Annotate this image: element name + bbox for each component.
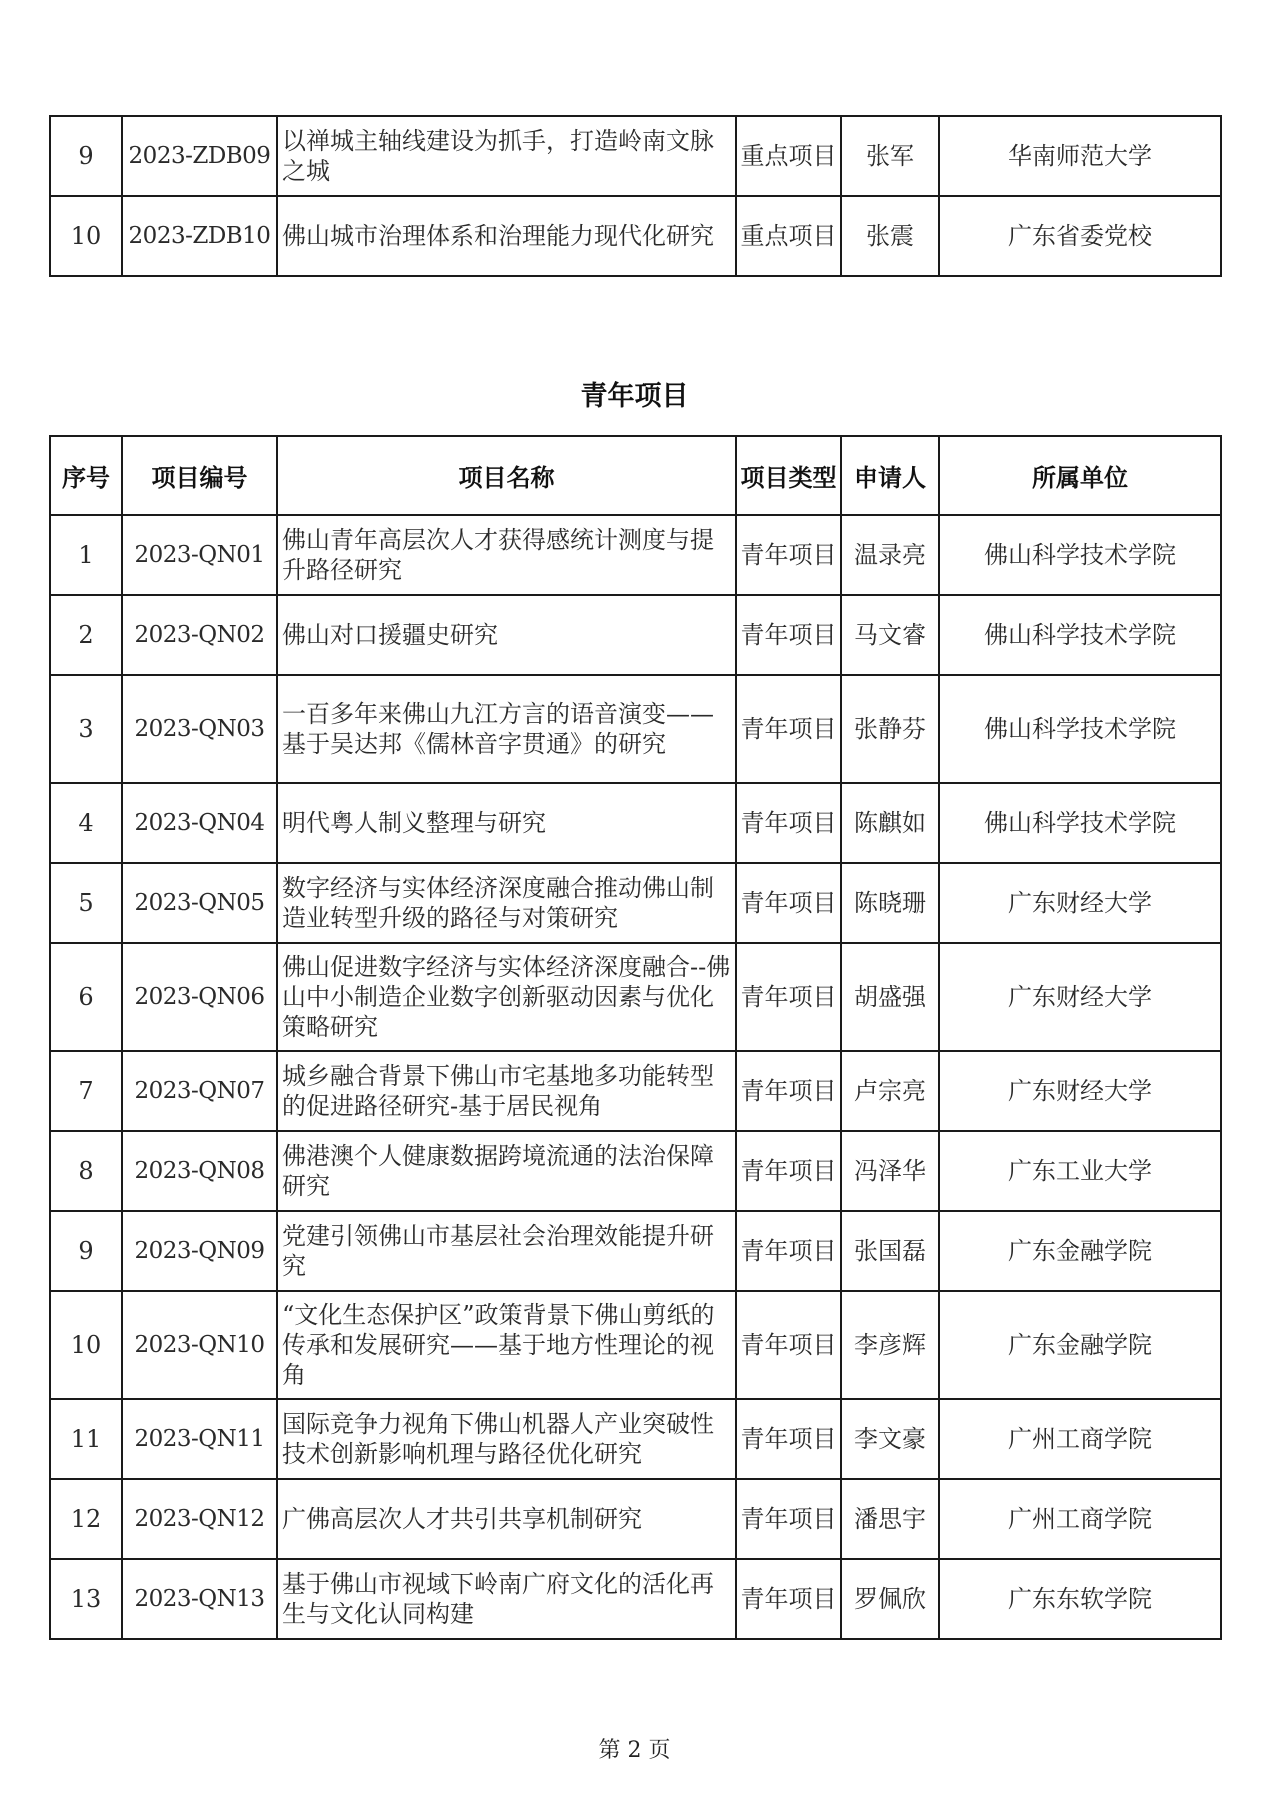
table-row xyxy=(50,863,1221,943)
affiliation: 广东金融学院 xyxy=(939,1291,1221,1399)
project-name: 国际竞争力视角下佛山机器人产业突破性技术创新影响机理与路径优化研究 xyxy=(277,1399,736,1479)
applicant: 罗佩欣 xyxy=(841,1559,939,1639)
row-number: 4 xyxy=(50,783,122,863)
project-name: 佛港澳个人健康数据跨境流通的法治保障研究 xyxy=(277,1131,736,1211)
project-type: 青年项目 xyxy=(736,1559,841,1639)
row-number: 7 xyxy=(50,1051,122,1131)
applicant: 张国磊 xyxy=(841,1211,939,1291)
project-type: 重点项目 xyxy=(736,116,841,196)
youth-projects-table xyxy=(49,435,1222,1640)
table-row xyxy=(50,1399,1221,1479)
row-number: 11 xyxy=(50,1399,122,1479)
project-name: 以禅城主轴线建设为抓手，打造岭南文脉之城 xyxy=(277,116,736,196)
affiliation: 广州工商学院 xyxy=(939,1399,1221,1479)
project-name: 基于佛山市视域下岭南广府文化的活化再生与文化认同构建 xyxy=(277,1559,736,1639)
project-code: 2023-QN05 xyxy=(122,863,277,943)
project-type: 青年项目 xyxy=(736,515,841,595)
affiliation: 广东工业大学 xyxy=(939,1131,1221,1211)
project-code: 2023-QN04 xyxy=(122,783,277,863)
affiliation: 广东金融学院 xyxy=(939,1211,1221,1291)
project-name: 广佛高层次人才共引共享机制研究 xyxy=(277,1479,736,1559)
project-code: 2023-QN13 xyxy=(122,1559,277,1639)
project-name: 数字经济与实体经济深度融合推动佛山制造业转型升级的路径与对策研究 xyxy=(277,863,736,943)
project-name: 城乡融合背景下佛山市宅基地多功能转型的促进路径研究-基于居民视角 xyxy=(277,1051,736,1131)
page-number: 第 2 页 xyxy=(598,1738,671,1763)
applicant: 李彦辉 xyxy=(841,1291,939,1399)
project-code: 2023-QN11 xyxy=(122,1399,277,1479)
affiliation: 广东省委党校 xyxy=(939,196,1221,276)
affiliation: 华南师范大学 xyxy=(939,116,1221,196)
affiliation: 广东财经大学 xyxy=(939,863,1221,943)
table-row xyxy=(50,1131,1221,1211)
affiliation: 佛山科学技术学院 xyxy=(939,515,1221,595)
header-applicant: 申请人 xyxy=(841,436,939,515)
table-row xyxy=(50,196,1221,276)
project-type: 青年项目 xyxy=(736,1211,841,1291)
affiliation: 广东财经大学 xyxy=(939,943,1221,1051)
project-name: 党建引领佛山市基层社会治理效能提升研究 xyxy=(277,1211,736,1291)
header-type: 项目类型 xyxy=(736,436,841,515)
table-row xyxy=(50,675,1221,783)
applicant: 卢宗亮 xyxy=(841,1051,939,1131)
table-row xyxy=(50,1051,1221,1131)
row-number: 9 xyxy=(50,1211,122,1291)
project-name: 明代粤人制义整理与研究 xyxy=(277,783,736,863)
affiliation: 佛山科学技术学院 xyxy=(939,783,1221,863)
project-type: 青年项目 xyxy=(736,595,841,675)
applicant: 张静芬 xyxy=(841,675,939,783)
project-type: 青年项目 xyxy=(736,675,841,783)
project-name: 佛山城市治理体系和治理能力现代化研究 xyxy=(277,196,736,276)
table-row xyxy=(50,1211,1221,1291)
table-row xyxy=(50,1479,1221,1559)
affiliation: 广东财经大学 xyxy=(939,1051,1221,1131)
project-code: 2023-ZDB10 xyxy=(122,196,277,276)
project-type: 青年项目 xyxy=(736,1051,841,1131)
header-code: 项目编号 xyxy=(122,436,277,515)
applicant: 胡盛强 xyxy=(841,943,939,1051)
table-row xyxy=(50,783,1221,863)
row-number: 9 xyxy=(50,116,122,196)
project-name: 佛山青年高层次人才获得感统计测度与提升路径研究 xyxy=(277,515,736,595)
table-header-row xyxy=(50,436,1221,515)
row-number: 10 xyxy=(50,1291,122,1399)
row-number: 8 xyxy=(50,1131,122,1211)
project-code: 2023-QN10 xyxy=(122,1291,277,1399)
applicant: 陈麒如 xyxy=(841,783,939,863)
project-code: 2023-QN03 xyxy=(122,675,277,783)
table-row xyxy=(50,116,1221,196)
header-name: 项目名称 xyxy=(277,436,736,515)
affiliation: 佛山科学技术学院 xyxy=(939,675,1221,783)
project-name: “文化生态保护区”政策背景下佛山剪纸的传承和发展研究——基于地方性理论的视角 xyxy=(277,1291,736,1399)
table-row xyxy=(50,595,1221,675)
applicant: 温录亮 xyxy=(841,515,939,595)
applicant: 冯泽华 xyxy=(841,1131,939,1211)
applicant: 张军 xyxy=(841,116,939,196)
project-type: 青年项目 xyxy=(736,943,841,1051)
project-code: 2023-QN01 xyxy=(122,515,277,595)
row-number: 2 xyxy=(50,595,122,675)
applicant: 马文睿 xyxy=(841,595,939,675)
project-type: 青年项目 xyxy=(736,1479,841,1559)
project-name: 佛山促进数字经济与实体经济深度融合--佛山中小制造企业数字创新驱动因素与优化策略研究 xyxy=(277,943,736,1051)
affiliation: 佛山科学技术学院 xyxy=(939,595,1221,675)
project-type: 青年项目 xyxy=(736,863,841,943)
project-type: 青年项目 xyxy=(736,1131,841,1211)
project-type: 重点项目 xyxy=(736,196,841,276)
applicant: 陈晓珊 xyxy=(841,863,939,943)
row-number: 5 xyxy=(50,863,122,943)
row-number: 3 xyxy=(50,675,122,783)
project-code: 2023-QN08 xyxy=(122,1131,277,1211)
project-type: 青年项目 xyxy=(736,783,841,863)
project-code: 2023-ZDB09 xyxy=(122,116,277,196)
affiliation: 广州工商学院 xyxy=(939,1479,1221,1559)
table-row xyxy=(50,1291,1221,1399)
applicant: 张震 xyxy=(841,196,939,276)
applicant: 李文豪 xyxy=(841,1399,939,1479)
row-number: 13 xyxy=(50,1559,122,1639)
project-type: 青年项目 xyxy=(736,1291,841,1399)
project-type: 青年项目 xyxy=(736,1399,841,1479)
table-row xyxy=(50,1559,1221,1639)
project-code: 2023-QN12 xyxy=(122,1479,277,1559)
key-projects-table-continued xyxy=(49,115,1222,277)
project-code: 2023-QN06 xyxy=(122,943,277,1051)
row-number: 12 xyxy=(50,1479,122,1559)
project-code: 2023-QN02 xyxy=(122,595,277,675)
header-affiliation: 所属单位 xyxy=(939,436,1221,515)
header-number: 序号 xyxy=(50,436,122,515)
row-number: 6 xyxy=(50,943,122,1051)
project-code: 2023-QN07 xyxy=(122,1051,277,1131)
section-title: 青年项目 xyxy=(580,381,689,412)
project-code: 2023-QN09 xyxy=(122,1211,277,1291)
affiliation: 广东东软学院 xyxy=(939,1559,1221,1639)
project-name: 佛山对口援疆史研究 xyxy=(277,595,736,675)
applicant: 潘思宇 xyxy=(841,1479,939,1559)
project-name: 一百多年来佛山九江方言的语音演变——基于吴达邦《儒林音字贯通》的研究 xyxy=(277,675,736,783)
table-row xyxy=(50,515,1221,595)
row-number: 1 xyxy=(50,515,122,595)
row-number: 10 xyxy=(50,196,122,276)
table-row xyxy=(50,943,1221,1051)
